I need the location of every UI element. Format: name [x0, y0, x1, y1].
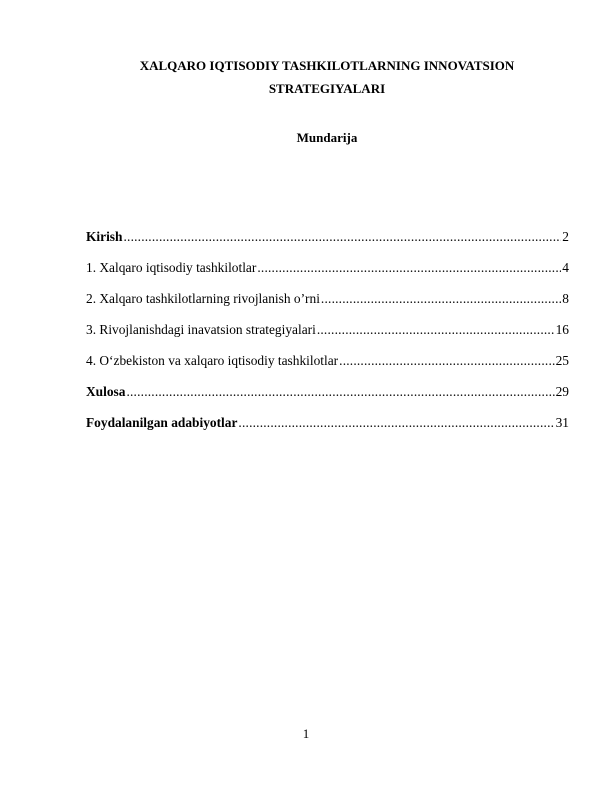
- toc-entry-label: Kirish: [86, 229, 123, 244]
- toc-leader-dots: [317, 321, 555, 339]
- toc-leader-dots: [321, 290, 561, 308]
- toc-heading: Mundarija: [296, 130, 358, 145]
- toc-entry-page: 16: [555, 322, 569, 337]
- toc-entry-chapter-1: [86, 259, 569, 290]
- toc-entry-label: 2. Xalqaro tashkilotlarning rivojlanish o’rni: [86, 291, 320, 306]
- toc-leader-dots: [339, 352, 554, 370]
- toc-entry-label: 3. Rivojlanishdagi inavatsion strategiyalari: [86, 322, 316, 337]
- toc-entry-page: 31: [555, 415, 569, 430]
- table-of-contents: [86, 228, 569, 445]
- toc-entry-page: 2: [562, 229, 569, 244]
- toc-leader-dots: [123, 228, 561, 246]
- toc-entry-page: 25: [555, 353, 569, 368]
- toc-entry-xulosa: [86, 383, 569, 414]
- toc-entry-label: Foydalanilgan adabiyotlar: [86, 415, 238, 430]
- toc-leader-dots: [257, 259, 561, 277]
- toc-leader-dots: [238, 414, 554, 432]
- toc-entry-page: 8: [562, 291, 569, 306]
- toc-entry-label: 4. O‘zbekiston va xalqaro iqtisodiy tashkilotlar: [86, 353, 339, 368]
- document-title-line-1: XALQARO IQTISODIY TASHKILOTLARNING INNOVATSION: [139, 58, 515, 73]
- page-number: 1: [302, 726, 310, 741]
- toc-entry-label: 1. Xalqaro iqtisodiy tashkilotlar: [86, 260, 257, 275]
- toc-entry-chapter-3: [86, 321, 569, 352]
- toc-entry-chapter-4: [86, 352, 569, 383]
- toc-entry-adabiyotlar: [86, 414, 569, 445]
- toc-entry-page: 29: [555, 384, 569, 399]
- document-title-line-2: STRATEGIYALARI: [268, 81, 386, 96]
- toc-entry-label: Xulosa: [86, 384, 126, 399]
- toc-entry-page: 4: [562, 260, 569, 275]
- toc-entry-kirish: [86, 228, 569, 259]
- toc-leader-dots: [126, 383, 554, 401]
- toc-entry-chapter-2: [86, 290, 569, 321]
